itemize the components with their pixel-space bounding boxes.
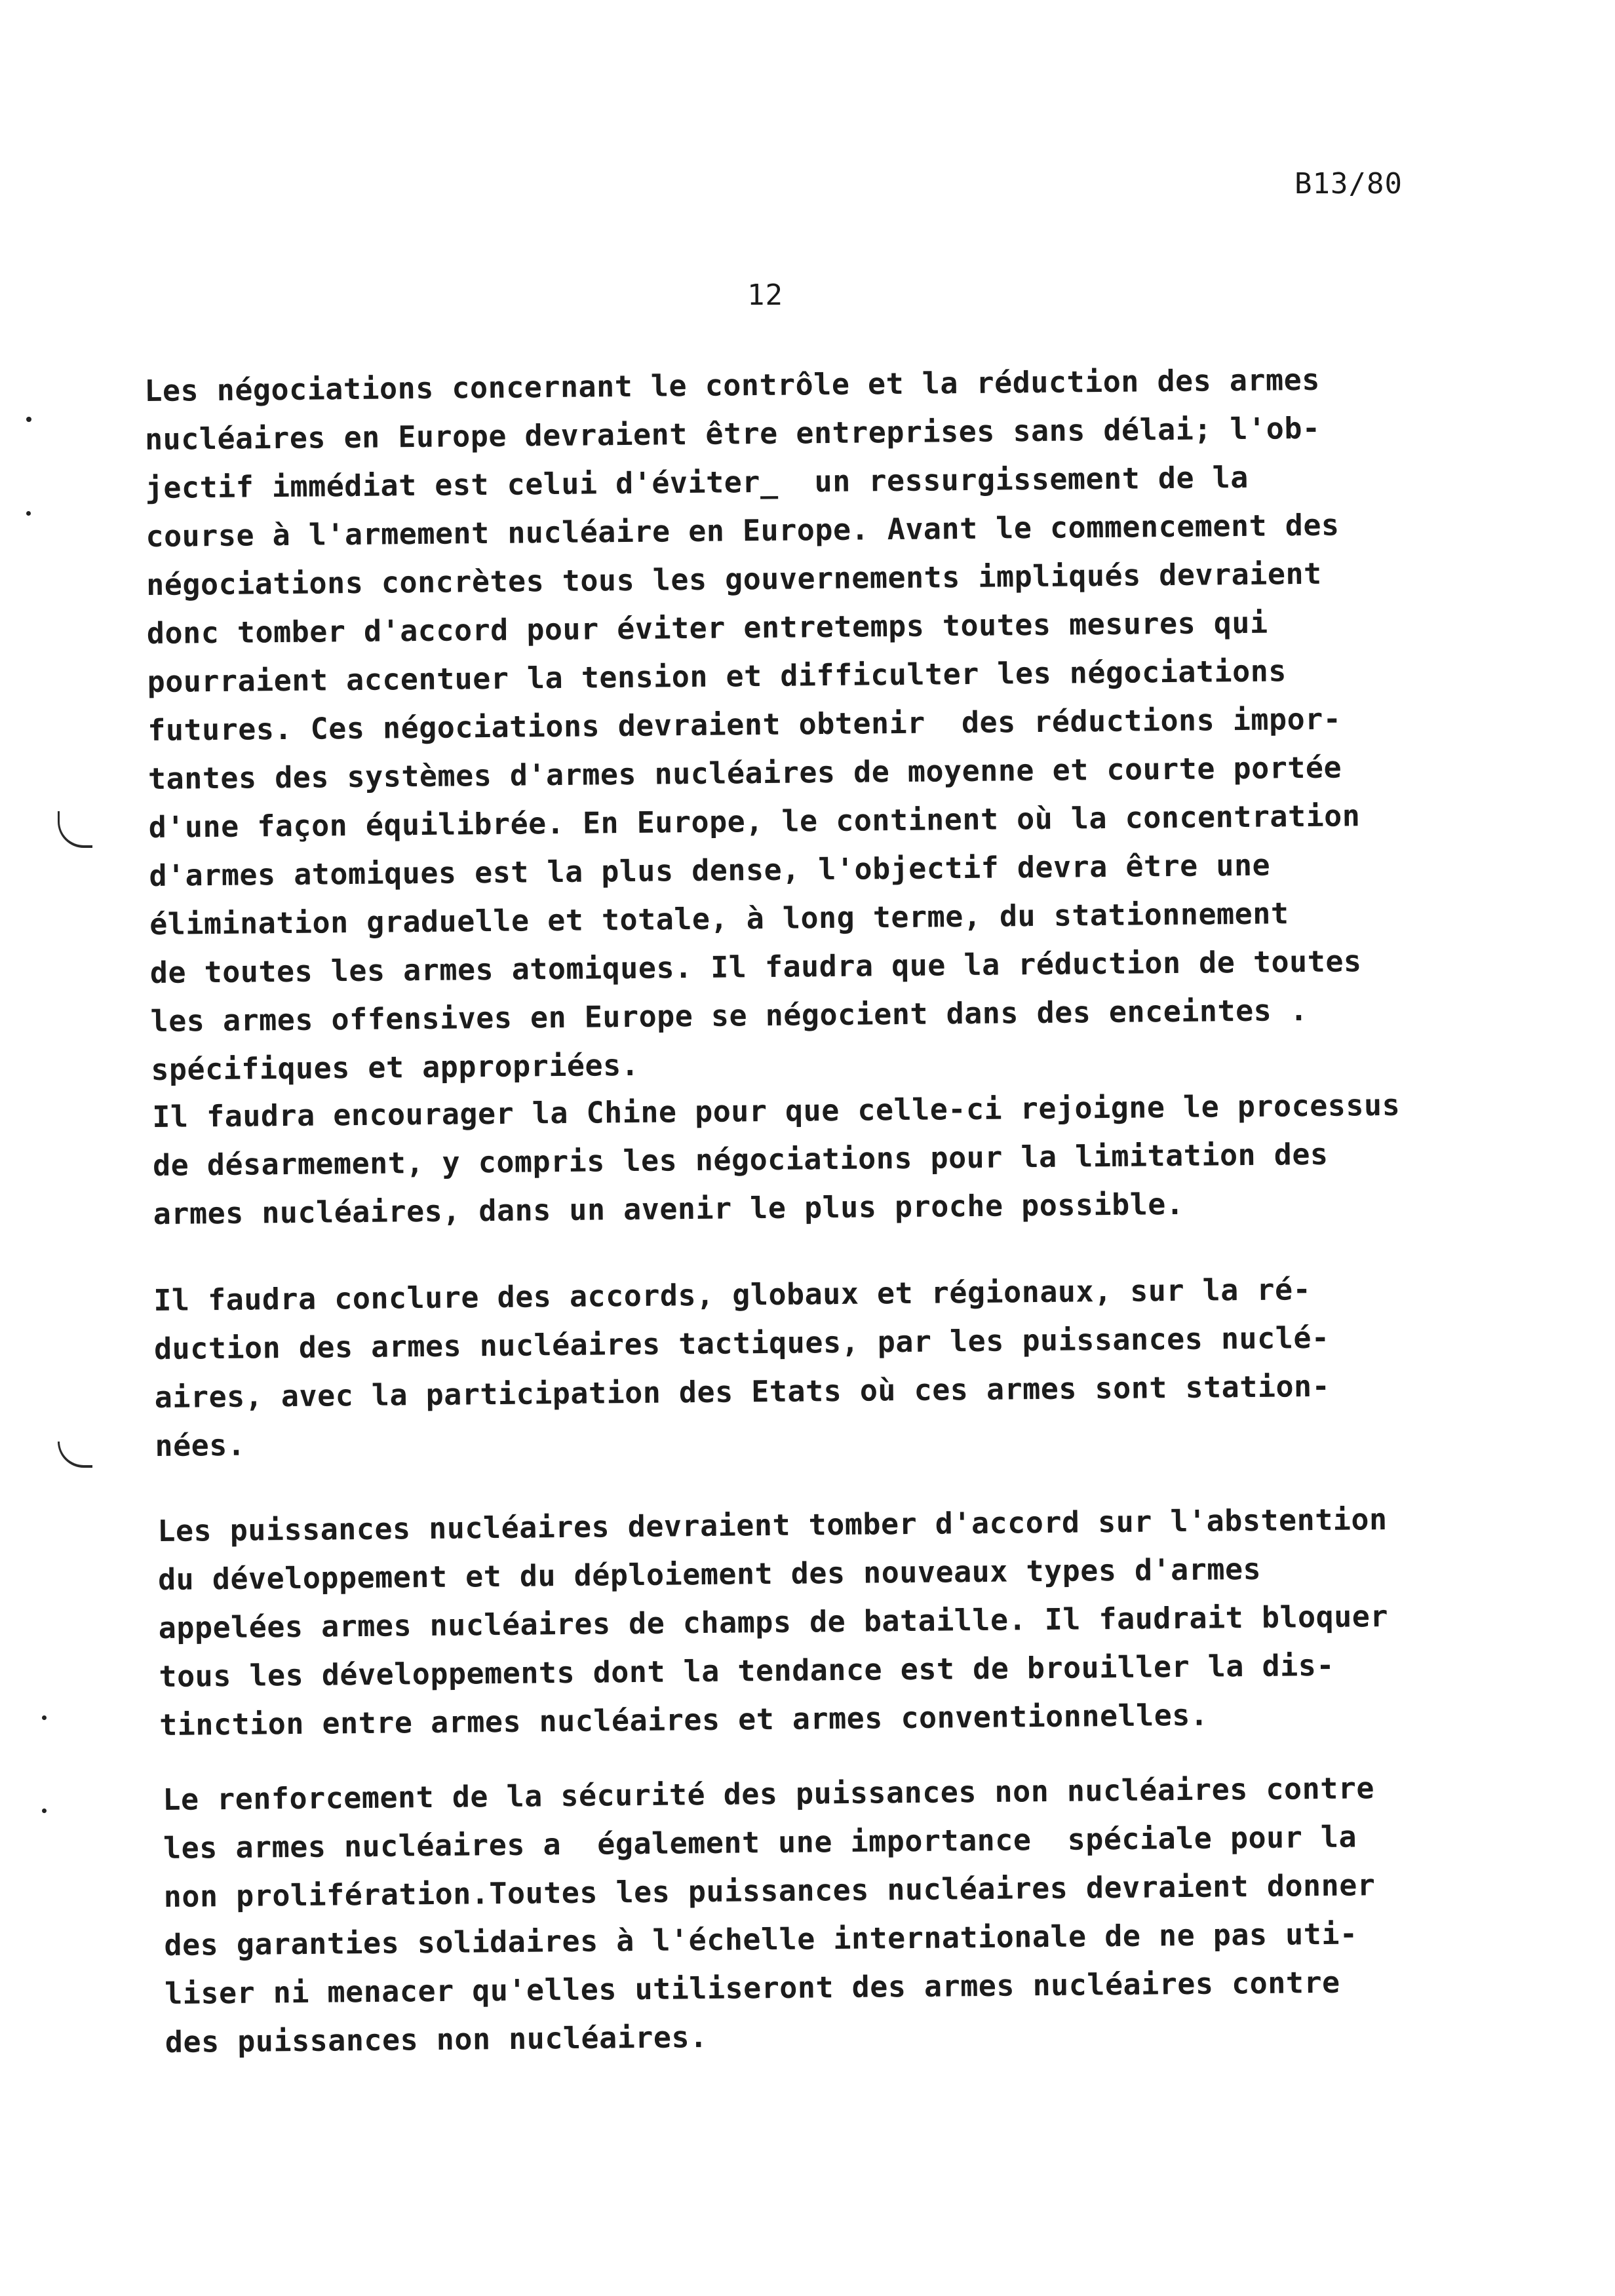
text-line: tinction entre armes nucléaires et armes conventionnelles. bbox=[159, 1697, 1209, 1742]
text-line: Les puissances nucléaires devraient tomber d'accord sur l'abstention bbox=[157, 1501, 1388, 1548]
paragraph-battlefield-weapons bbox=[157, 1494, 1549, 1750]
text-line: Le renforcement de la sécurité des puissances non nucléaires contre bbox=[163, 1770, 1375, 1817]
text-line: les armes nucléaires a également une importance spéciale pour la bbox=[163, 1819, 1357, 1866]
text-line: d'une façon équilibrée. En Europe, le continent où la concentration bbox=[148, 798, 1361, 845]
paragraph-negotiations-europe bbox=[144, 354, 1541, 1094]
text-line: des garanties solidaires à l'échelle internationale de ne pas uti- bbox=[164, 1916, 1358, 1962]
text-line: nucléaires en Europe devraient être entreprises sans délai; l'ob- bbox=[144, 410, 1321, 457]
text-line: pourraient accentuer la tension et difficulter les négociations bbox=[147, 653, 1287, 699]
paragraph-tactical-weapons bbox=[153, 1263, 1545, 1470]
text-line: duction des armes nucléaires tactiques, par les puissances nuclé- bbox=[153, 1320, 1330, 1366]
paragraph-china bbox=[152, 1080, 1543, 1238]
text-line: les armes offensives en Europe se négocient dans des enceintes . bbox=[150, 993, 1308, 1039]
margin-dot-mark bbox=[42, 1715, 47, 1720]
paragraph-non-nuclear-security bbox=[163, 1763, 1555, 2067]
text-line: de désarmement, y compris les négociations pour la limitation des bbox=[152, 1136, 1329, 1183]
margin-dot-mark bbox=[42, 1808, 47, 1813]
text-line: aires, avec la participation des Etats où ces armes sont station- bbox=[154, 1368, 1331, 1415]
text-line: course à l'armement nucléaire en Europe. Avant le commencement des bbox=[146, 507, 1340, 554]
text-line: nées. bbox=[155, 1427, 246, 1463]
page-number: 12 bbox=[747, 278, 783, 312]
document-reference: B13/80 bbox=[1294, 167, 1403, 201]
text-line: négociations concrètes tous les gouvernements impliqués devraient bbox=[146, 556, 1322, 602]
text-line: tous les développements dont la tendance est de brouiller la dis- bbox=[159, 1647, 1335, 1694]
text-line: liser ni menacer qu'elles utiliseront des armes nucléaires contre bbox=[164, 1964, 1340, 2011]
text-line: élimination graduelle et totale, à long terme, du stationnement bbox=[149, 896, 1289, 942]
text-line: de toutes les armes atomiques. Il faudra que la réduction de toutes bbox=[149, 944, 1362, 990]
margin-dot-mark bbox=[26, 417, 31, 422]
text-line: des puissances non nucléaires. bbox=[165, 2019, 708, 2059]
text-line: futures. Ces négociations devraient obtenir des réductions impor- bbox=[147, 701, 1342, 748]
text-line: non prolifération.Toutes les puissances nucléaires devraient donner bbox=[163, 1867, 1376, 1914]
margin-pencil-mark bbox=[58, 1442, 92, 1468]
text-line: spécifiques et appropriées. bbox=[151, 1047, 640, 1087]
text-line: jectif immédiat est celui d'éviter_ un ressurgissement de la bbox=[145, 459, 1249, 505]
text-line: Il faudra encourager la Chine pour que celle-ci rejoigne le processus bbox=[152, 1087, 1401, 1134]
text-line: du développement et du déploiement des nouveaux types d'armes bbox=[157, 1551, 1262, 1597]
text-line: d'armes atomiques est la plus dense, l'objectif devra être une bbox=[149, 847, 1271, 893]
text-line: donc tomber d'accord pour éviter entretemps toutes mesures qui bbox=[146, 605, 1268, 651]
margin-pencil-mark bbox=[58, 811, 92, 848]
text-line: Les négociations concernant le contrôle et la réduction des armes bbox=[144, 362, 1321, 408]
text-line: tantes des systèmes d'armes nucléaires de moyenne et courte portée bbox=[147, 750, 1342, 796]
text-line: armes nucléaires, dans un avenir le plus proche possible. bbox=[153, 1186, 1184, 1231]
margin-dot-mark bbox=[26, 511, 31, 516]
text-line: appelées armes nucléaires de champs de bataille. Il faudrait bloquer bbox=[158, 1598, 1389, 1645]
text-line: Il faudra conclure des accords, globaux et régionaux, sur la ré- bbox=[153, 1272, 1312, 1318]
